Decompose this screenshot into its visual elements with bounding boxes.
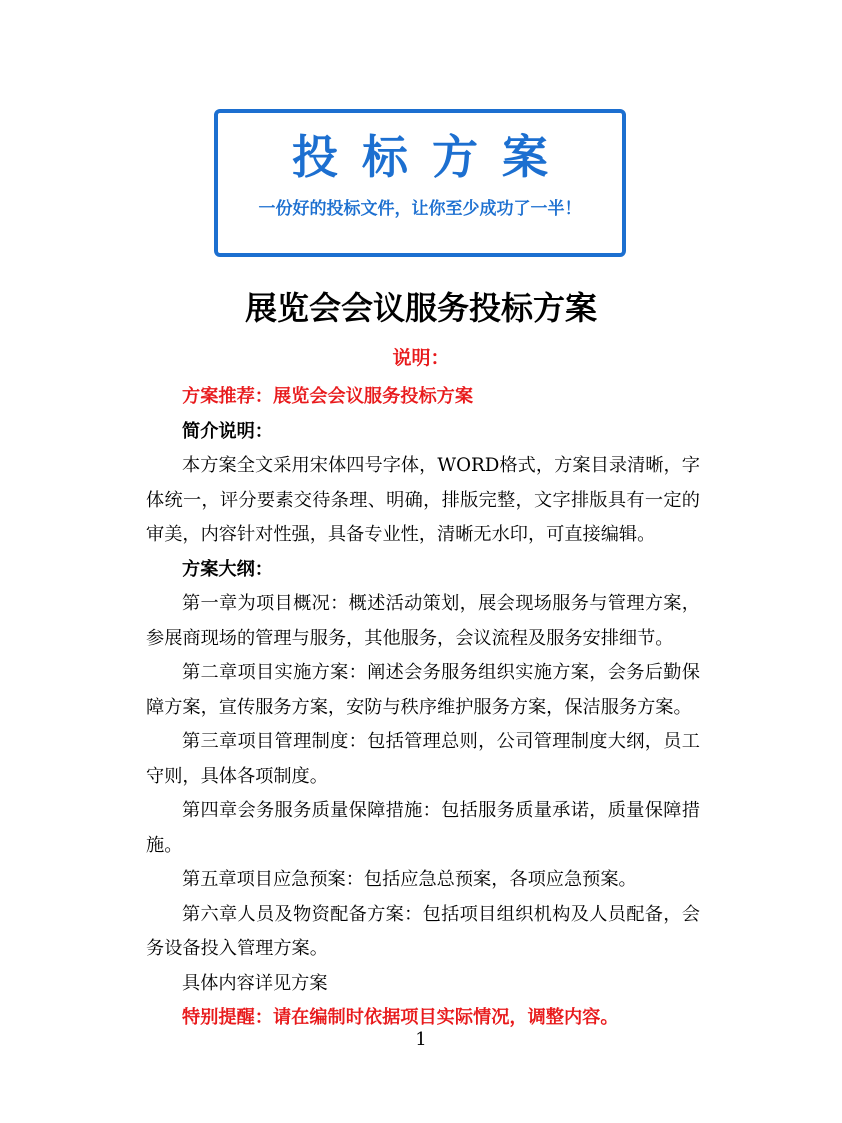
chapter-paragraph: 第一章为项目概况：概述活动策划，展会现场服务与管理方案，参展商现场的管理与服务，其他服务，会议流程及服务安排细节。 bbox=[146, 593, 700, 649]
chapter-paragraph: 第六章人员及物资配备方案：包括项目组织机构及人员配备，会务设备投入管理方案。 bbox=[146, 903, 700, 959]
banner bbox=[214, 109, 626, 257]
banner-title: 投标方案 bbox=[292, 130, 572, 184]
special-reminder: 特别提醒：请在编制时依据项目实际情况，调整内容。 bbox=[182, 1007, 619, 1028]
intro-paragraph: 本方案全文采用宋体四号字体，WORD格式，方案目录清晰，字体统一，评分要素交待条理、明确，排版完整，文字排版具有一定的审美，内容针对性强，具备专业性，清晰无水印，可直接编辑。 bbox=[146, 455, 700, 545]
outline-heading: 方案大纲： bbox=[182, 558, 273, 580]
chapter-paragraph: 第三章项目管理制度：包括管理总则，公司管理制度大纲，员工守则，具体各项制度。 bbox=[146, 731, 700, 787]
document-title: 展览会会议服务投标方案 bbox=[244, 289, 597, 327]
chapter-paragraph: 第五章项目应急预案：包括应急总预案，各项应急预案。 bbox=[182, 869, 637, 890]
banner-slogan: 一份好的投标文件，让你至少成功了一半！ bbox=[258, 199, 582, 219]
intro-heading: 简介说明： bbox=[182, 420, 273, 442]
chapter-paragraph: 第二章项目实施方案：阐述会务服务组织实施方案，会务后勤保障方案，宣传服务方案，安防与秩序维护服务方案，保洁服务方案。 bbox=[146, 662, 700, 718]
recommend-line: 方案推荐：展览会会议服务投标方案 bbox=[182, 386, 474, 407]
page-number: 1 bbox=[415, 1029, 427, 1050]
chapter-paragraph: 第四章会务服务质量保障措施：包括服务质量承诺，质量保障措施。 bbox=[146, 800, 700, 856]
document-body bbox=[146, 380, 700, 1036]
notice-heading: 说明： bbox=[392, 347, 450, 369]
details-note: 具体内容详见方案 bbox=[182, 972, 328, 994]
